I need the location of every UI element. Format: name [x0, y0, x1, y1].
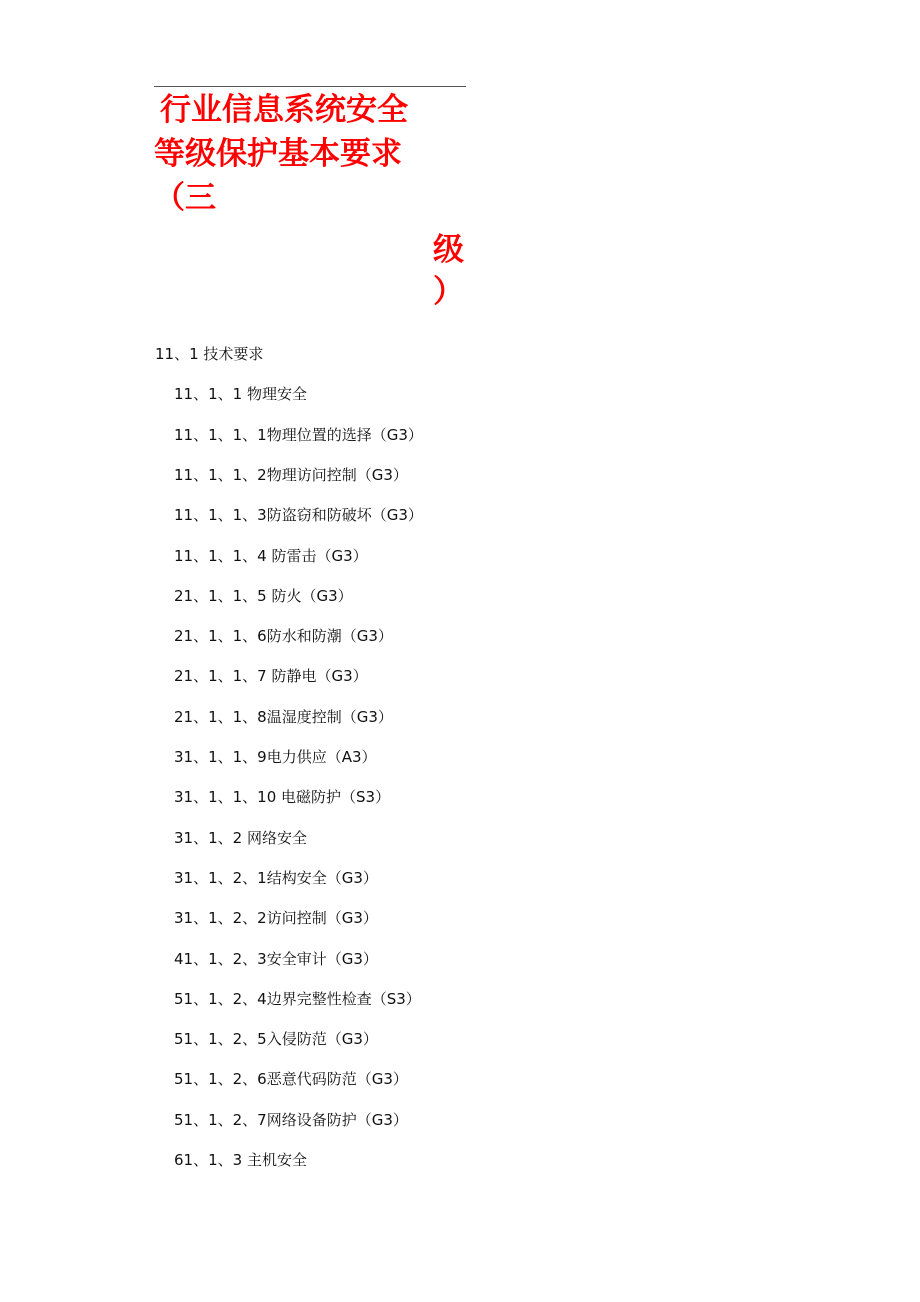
toc-entry[interactable]: 51、1、2、5入侵防范（G3） [174, 1030, 378, 1048]
toc-entry[interactable]: 51、1、2、6恶意代码防范（G3） [174, 1070, 408, 1088]
toc-entry[interactable]: 31、1、2、2访问控制（G3） [174, 909, 378, 927]
toc-entry[interactable]: 31、1、2 网络安全 [174, 829, 307, 847]
title-line-1: 行业信息系统安全 [160, 92, 408, 128]
toc-entry[interactable]: 21、1、1、6防水和防潮（G3） [174, 627, 393, 645]
toc-entry[interactable]: 11、1、1、3防盗窃和防破坏（G3） [174, 506, 423, 524]
toc-entry[interactable]: 51、1、2、7网络设备防护（G3） [174, 1111, 408, 1129]
toc-entry[interactable]: 31、1、1、9电力供应（A3） [174, 748, 377, 766]
toc-entry[interactable]: 51、1、2、4边界完整性检查（S3） [174, 990, 421, 1008]
toc-entry[interactable]: 41、1、2、3安全审计（G3） [174, 950, 378, 968]
top-rule [154, 86, 466, 87]
toc-entry[interactable]: 11、1、1、4 防雷击（G3） [174, 547, 368, 565]
toc-entry[interactable]: 61、1、3 主机安全 [174, 1151, 307, 1169]
title-line-2: 等级保护基本要求 [154, 136, 402, 172]
toc-entry[interactable]: 11、1、1 物理安全 [174, 385, 307, 403]
toc-entry[interactable]: 11、1 技术要求 [155, 345, 264, 363]
title-line-4: 级 [433, 232, 464, 268]
toc-entry[interactable]: 11、1、1、2物理访问控制（G3） [174, 466, 408, 484]
toc-entry[interactable]: 11、1、1、1物理位置的选择（G3） [174, 426, 423, 444]
toc-entry[interactable]: 21、1、1、8温湿度控制（G3） [174, 708, 393, 726]
title-line-3: （三 [154, 180, 216, 216]
toc-entry[interactable]: 21、1、1、5 防火（G3） [174, 587, 353, 605]
toc-entry[interactable]: 31、1、2、1结构安全（G3） [174, 869, 378, 887]
toc-entry[interactable]: 21、1、1、7 防静电（G3） [174, 667, 368, 685]
title-line-5: ） [433, 274, 464, 310]
toc-entry[interactable]: 31、1、1、10 电磁防护（S3） [174, 788, 391, 806]
